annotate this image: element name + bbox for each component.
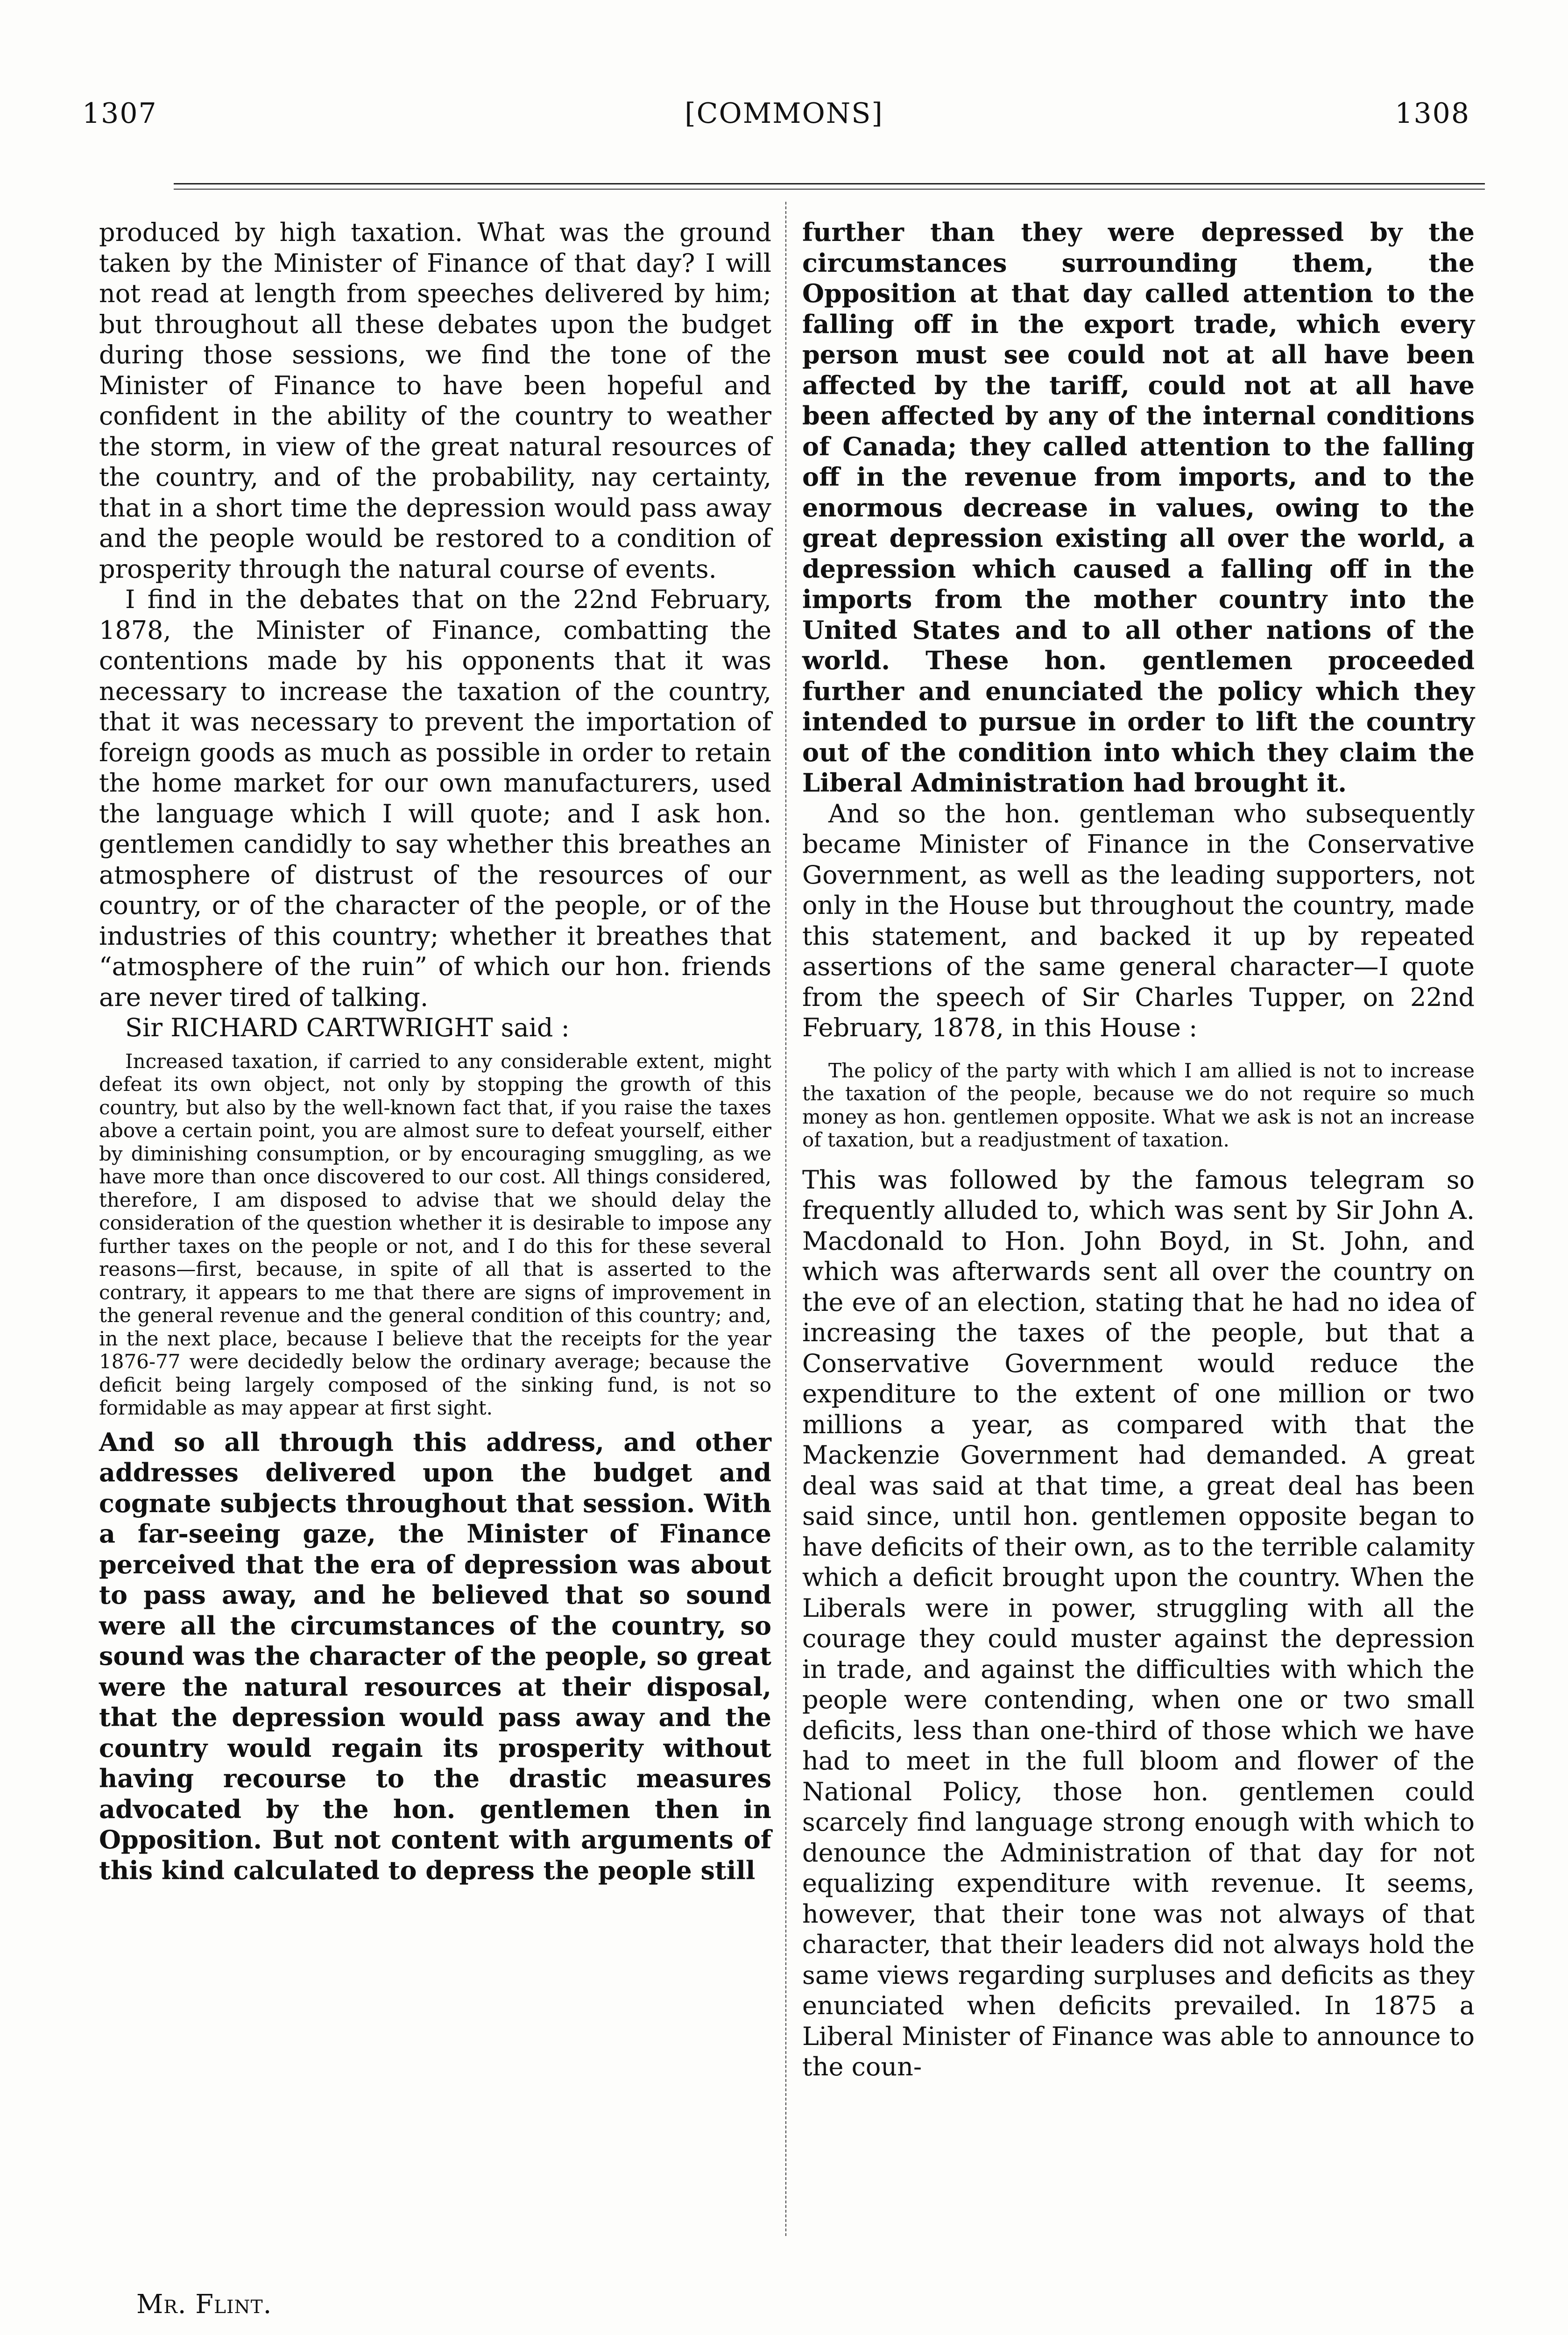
right-column — [802, 217, 1475, 2082]
paragraph: produced by high taxation. What was the ground taken by the Minister of Finance of that day? I will not read at length from speeches delivered by him; but throughout all these debates upon the budget during those sessions, we find the tone of the Minister of Finance to have been hopeful and confident in the ability of the country to weather the storm, in view of the great natural resources of the country, and of the probability, nay certainty, that in a short time the depression would pass away and the people would be restored to a condition of prosperity through the natural course of events. — [99, 218, 771, 584]
paragraph: I find in the debates that on the 22nd February, 1878, the Minister of Finance, combatting the contentions made by his opponents that it was necessary to increase the taxation of the country, that it was necessary to prevent the importation of foreign goods as much as possible in order to retain the home market for our own manufacturers, used the language which I will quote; and I ask hon. gentlemen candidly to say whether this breathes an atmosphere of distrust of the resources of our country, or of the character of the people, or of the industries of this country; whether it breathes that “atmosphere of the ruin” of which our hon. friends are never tired of talking. — [99, 585, 771, 1012]
footer-speaker: Mr. Flint. — [136, 2289, 272, 2320]
page-header-title: [COMMONS] — [685, 97, 883, 130]
header-rule-thin — [174, 189, 1485, 190]
left-column — [99, 217, 771, 1886]
block-quote: The policy of the party with which I am allied is not to increase the taxation of the people, because we do not require so much money as hon. gentlemen opposite. What we ask is not an increase of taxation, but a readjustment of taxation. — [802, 1059, 1475, 1151]
speaker-name: Sir RICHARD CARTWRIGHT — [125, 1013, 493, 1042]
block-quote: Increased taxation, if carried to any considerable extent, might defeat its own object, not only by stopping the growth of this country, but also by the well-known fact that, if you raise the taxes above a certain point, you are almost sure to defeat yourself, either by diminishing consumption, or by encouraging smuggling, as we have more than once discovered to our cost. All things considered, therefore, I am disposed to advise that we should delay the consideration of the question whether it is desirable to impose any further taxes on the people or not, and I do this for these several reasons—first, because, in spite of all that is asserted to the contrary, it appears to me that there are signs of improvement in the general revenue and the general condition of this country; and, in the next place, because I believe that the receipts for the year 1876-77 were decidedly below the ordinary average; because the deficit being largely composed of the sinking fund, is not so formidable as may appear at first sight. — [99, 1049, 771, 1419]
speaker-line — [99, 1012, 771, 1043]
page-number-left: 1307 — [82, 97, 157, 130]
paragraph: And so the hon. gentleman who subsequently became Minister of Finance in the Conservative Government, as well as the leading supporters, not only in the House but throughout the country, made this statement, and backed it up by repeated assertions of the same general character—I quote from the speech of Sir Charles Tupper, on 22nd February, 1878, in this House : — [802, 799, 1475, 1042]
paragraph: further than they were depressed by the circumstances surrounding them, the Opposition at that day called attention to the falling off in the export trade, which every person must see could not at all have been affected by the tariff, could not at all have been affected by any of the internal conditions of Canada; they called attention to the falling off in the revenue from imports, and to the enormous decrease in values, owing to the great depression existing all over the world, a depression which caused a falling off in the imports from the mother country into the United States and to all other nations of the world. These hon. gentlemen proceeded further and enunciated the policy which they intended to pursue in order to lift the country out of the condition into which they claim the Liberal Administration had brought it. — [802, 217, 1475, 798]
column-divider — [785, 202, 786, 2236]
header-rule — [174, 183, 1485, 184]
paragraph: This was followed by the famous telegram so frequently alluded to, which was sent by Sir John A. Macdonald to Hon. John Boyd, in St. John, and which was afterwards sent all over the country on the eve of an election, stating that he had no idea of increasing the taxes of the people, but that a Conservative Government would reduce the expenditure to the extent of one million or two millions a year, as compared with that the Mackenzie Government had demanded. A great deal was said at that time, a great deal has been said since, until hon. gentlemen opposite began to have deficits of their own, as to the terrible calamity which a deficit brought upon the country. When the Liberals were in power, struggling with all the courage they could muster against the depression in trade, and against the difficulties with which the people were contending, when one or two small deficits, less than one-third of those which we have had to meet in the full bloom and flower of the National Policy, those hon. gentlemen could scarcely find language strong enough with which to denounce the Administration of that day for not equalizing expenditure with revenue. It seems, however, that their tone was not always of that character, that their leaders did not always hold the same views regarding surpluses and deficits as they enunciated when deficits prevailed. In 1875 a Liberal Minister of Finance was able to announce to the coun- — [802, 1165, 1475, 2081]
speaker-said: said : — [501, 1013, 570, 1042]
paragraph: And so all through this address, and other addresses delivered upon the budget and cognate subjects throughout that session. With a far-seeing gaze, the Minister of Finance perceived that the era of depression was about to pass away, and he believed that so sound were all the circumstances of the country, so sound was the character of the people, so great were the natural resources at their disposal, that the depression would pass away and the country would regain its prosperity without having recourse to the drastic measures advocated by the hon. gentlemen then in Opposition. But not content with arguments of this kind calculated to depress the people still — [99, 1427, 771, 1885]
page-number-right: 1308 — [1395, 97, 1470, 130]
